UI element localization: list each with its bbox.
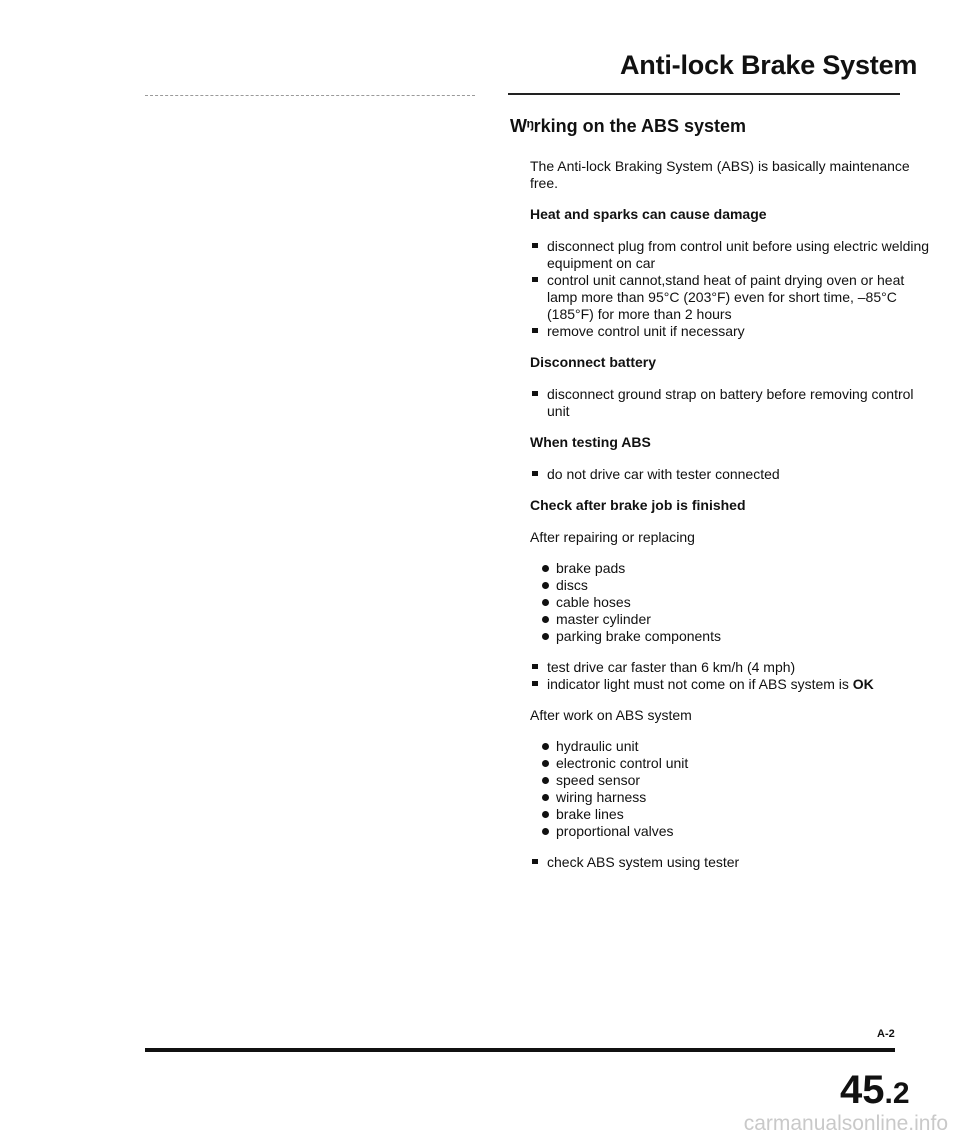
list-item: speed sensor <box>530 772 930 789</box>
list-item: disconnect plug from control unit before using electric welding equipment on car <box>530 238 930 272</box>
list-item: proportional valves <box>530 823 930 840</box>
list-item: check ABS system using tester <box>530 854 930 871</box>
check-intro: After repairing or replacing <box>530 529 695 545</box>
list-item: hydraulic unit <box>530 738 930 755</box>
intro-text: The Anti-lock Braking System (ABS) is basically maintenance free. <box>530 158 910 191</box>
after-work-steps-list <box>530 854 930 871</box>
ok-label: OK <box>852 676 874 692</box>
list-item-text: indicator light must not come on if ABS system is <box>547 676 849 692</box>
list-item: brake pads <box>530 560 930 577</box>
list-item: test drive car faster than 6 km/h (4 mph) <box>530 659 930 676</box>
page-number <box>840 1068 910 1113</box>
page-code: A-2 <box>877 1028 895 1040</box>
section-title: Wᵑrking on the ABS system <box>510 116 746 136</box>
list-item: control unit cannot,stand heat of paint drying oven or heat lamp more than 95°C (203°F) even for short time, –85°C (185°F) for more than 2 hours <box>530 272 930 323</box>
battery-list <box>530 386 930 420</box>
list-item <box>530 676 930 693</box>
page-number-major: 45 <box>840 1068 885 1112</box>
testing-list <box>530 466 930 483</box>
page-title: Anti-lock Brake System <box>620 50 918 80</box>
list-item: wiring harness <box>530 789 930 806</box>
list-item: electronic control unit <box>530 755 930 772</box>
page-number-minor: .2 <box>884 1077 910 1110</box>
testing-heading: When testing ABS <box>530 434 651 450</box>
after-work-intro: After work on ABS system <box>530 707 692 723</box>
footer-rule <box>145 1048 895 1052</box>
after-work-parts-list <box>530 738 930 840</box>
list-item: do not drive car with tester connected <box>530 466 930 483</box>
list-item: discs <box>530 577 930 594</box>
heat-heading: Heat and sparks can cause damage <box>530 206 767 222</box>
list-item: parking brake components <box>530 628 930 645</box>
heat-list <box>530 238 930 340</box>
watermark: carmanualsonline.info <box>743 1112 948 1135</box>
list-item: disconnect ground strap on battery before removing control unit <box>530 386 930 420</box>
check-heading: Check after brake job is finished <box>530 497 746 513</box>
check-parts-list <box>530 560 930 645</box>
list-item: master cylinder <box>530 611 930 628</box>
list-item: brake lines <box>530 806 930 823</box>
battery-heading: Disconnect battery <box>530 354 657 370</box>
check-steps-list <box>530 659 930 693</box>
content-column <box>530 158 930 885</box>
header-rule-right <box>508 93 900 95</box>
list-item: cable hoses <box>530 594 930 611</box>
list-item: remove control unit if necessary <box>530 323 930 340</box>
header-rule-left <box>145 95 475 96</box>
